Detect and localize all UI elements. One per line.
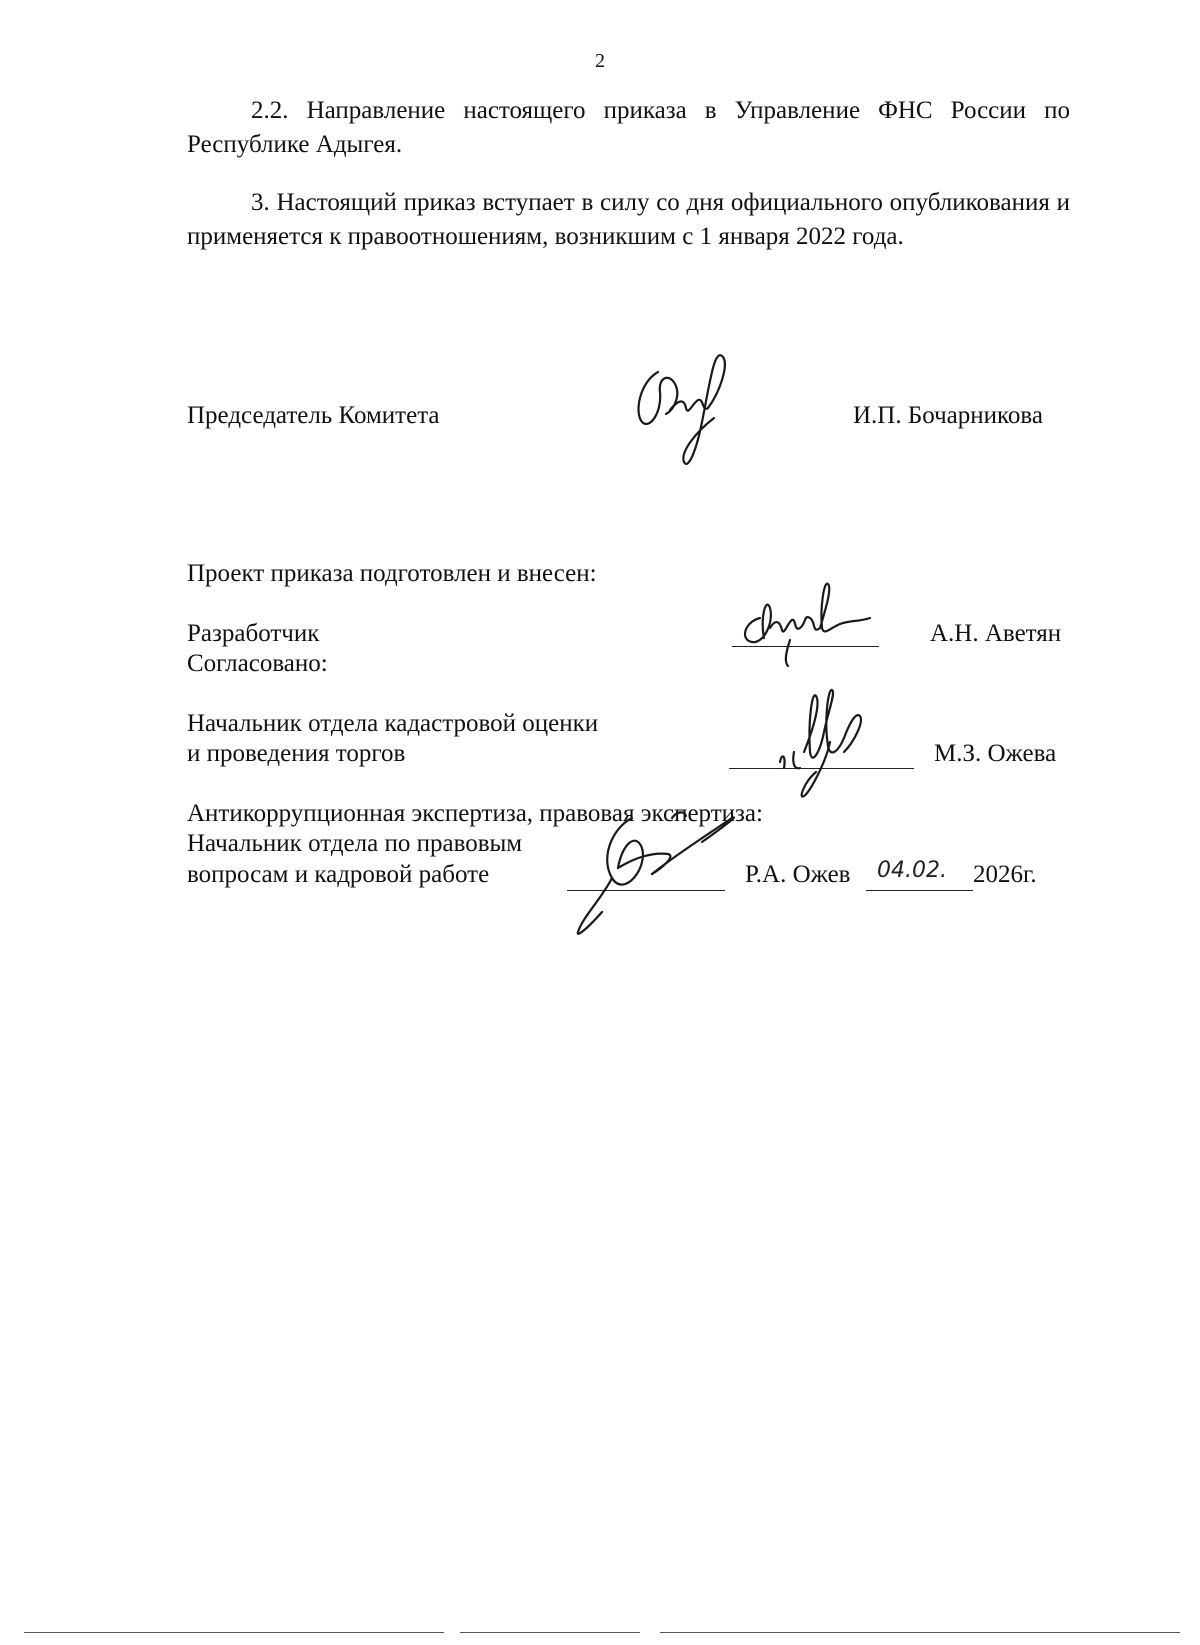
expertise-heading: Антикоррупционная экспертиза, правовая экспертиза: (187, 800, 763, 827)
scan-edge-line-middle (460, 1632, 640, 1633)
chairman-title: Председатель Комитета (187, 402, 440, 429)
scan-edge-line-right (660, 1632, 1180, 1633)
legal-head-name: Р.А. Ожев (745, 861, 851, 888)
prepared-heading: Проект приказа подготовлен и внесен: (187, 560, 597, 587)
chairman-name: И.П. Бочарникова (853, 402, 1043, 429)
legal-head-line2: вопросам и кадровой работе (187, 861, 490, 888)
head-cadastral-signature (770, 682, 890, 802)
paragraph-2-2 (187, 94, 1070, 162)
year-suffix: 2026г. (973, 861, 1037, 888)
head-cadastral-line1: Начальник отдела кадастровой оценки (187, 710, 599, 737)
date-underline (866, 890, 973, 891)
developer-signature (730, 578, 880, 668)
agreed-label: Согласовано: (187, 650, 328, 677)
head-cadastral-name: М.З. Ожева (934, 740, 1057, 767)
scan-edge-line-left (24, 1632, 444, 1633)
paragraph-3 (187, 186, 1070, 254)
legal-head-line1: Начальник отдела по правовым (187, 830, 523, 857)
head-cadastral-line2: и проведения торгов (187, 740, 406, 767)
legal-head-signature (572, 808, 752, 938)
page-number: 2 (595, 50, 605, 72)
developer-role: Разработчик (187, 620, 320, 647)
handwritten-date: 04.02. (877, 858, 947, 883)
chairman-signature (630, 352, 750, 472)
developer-name: А.Н. Аветян (930, 620, 1062, 647)
paragraph-2-2-text: 2.2. Направление настоящего приказа в Управление ФНС России по Республике Адыгея. (187, 97, 1070, 158)
paragraph-3-text: 3. Настоящий приказ вступает в силу со дня официального опубликования и применяется к правоотношениям, возникшим с 1 января 2022 года. (187, 189, 1070, 250)
